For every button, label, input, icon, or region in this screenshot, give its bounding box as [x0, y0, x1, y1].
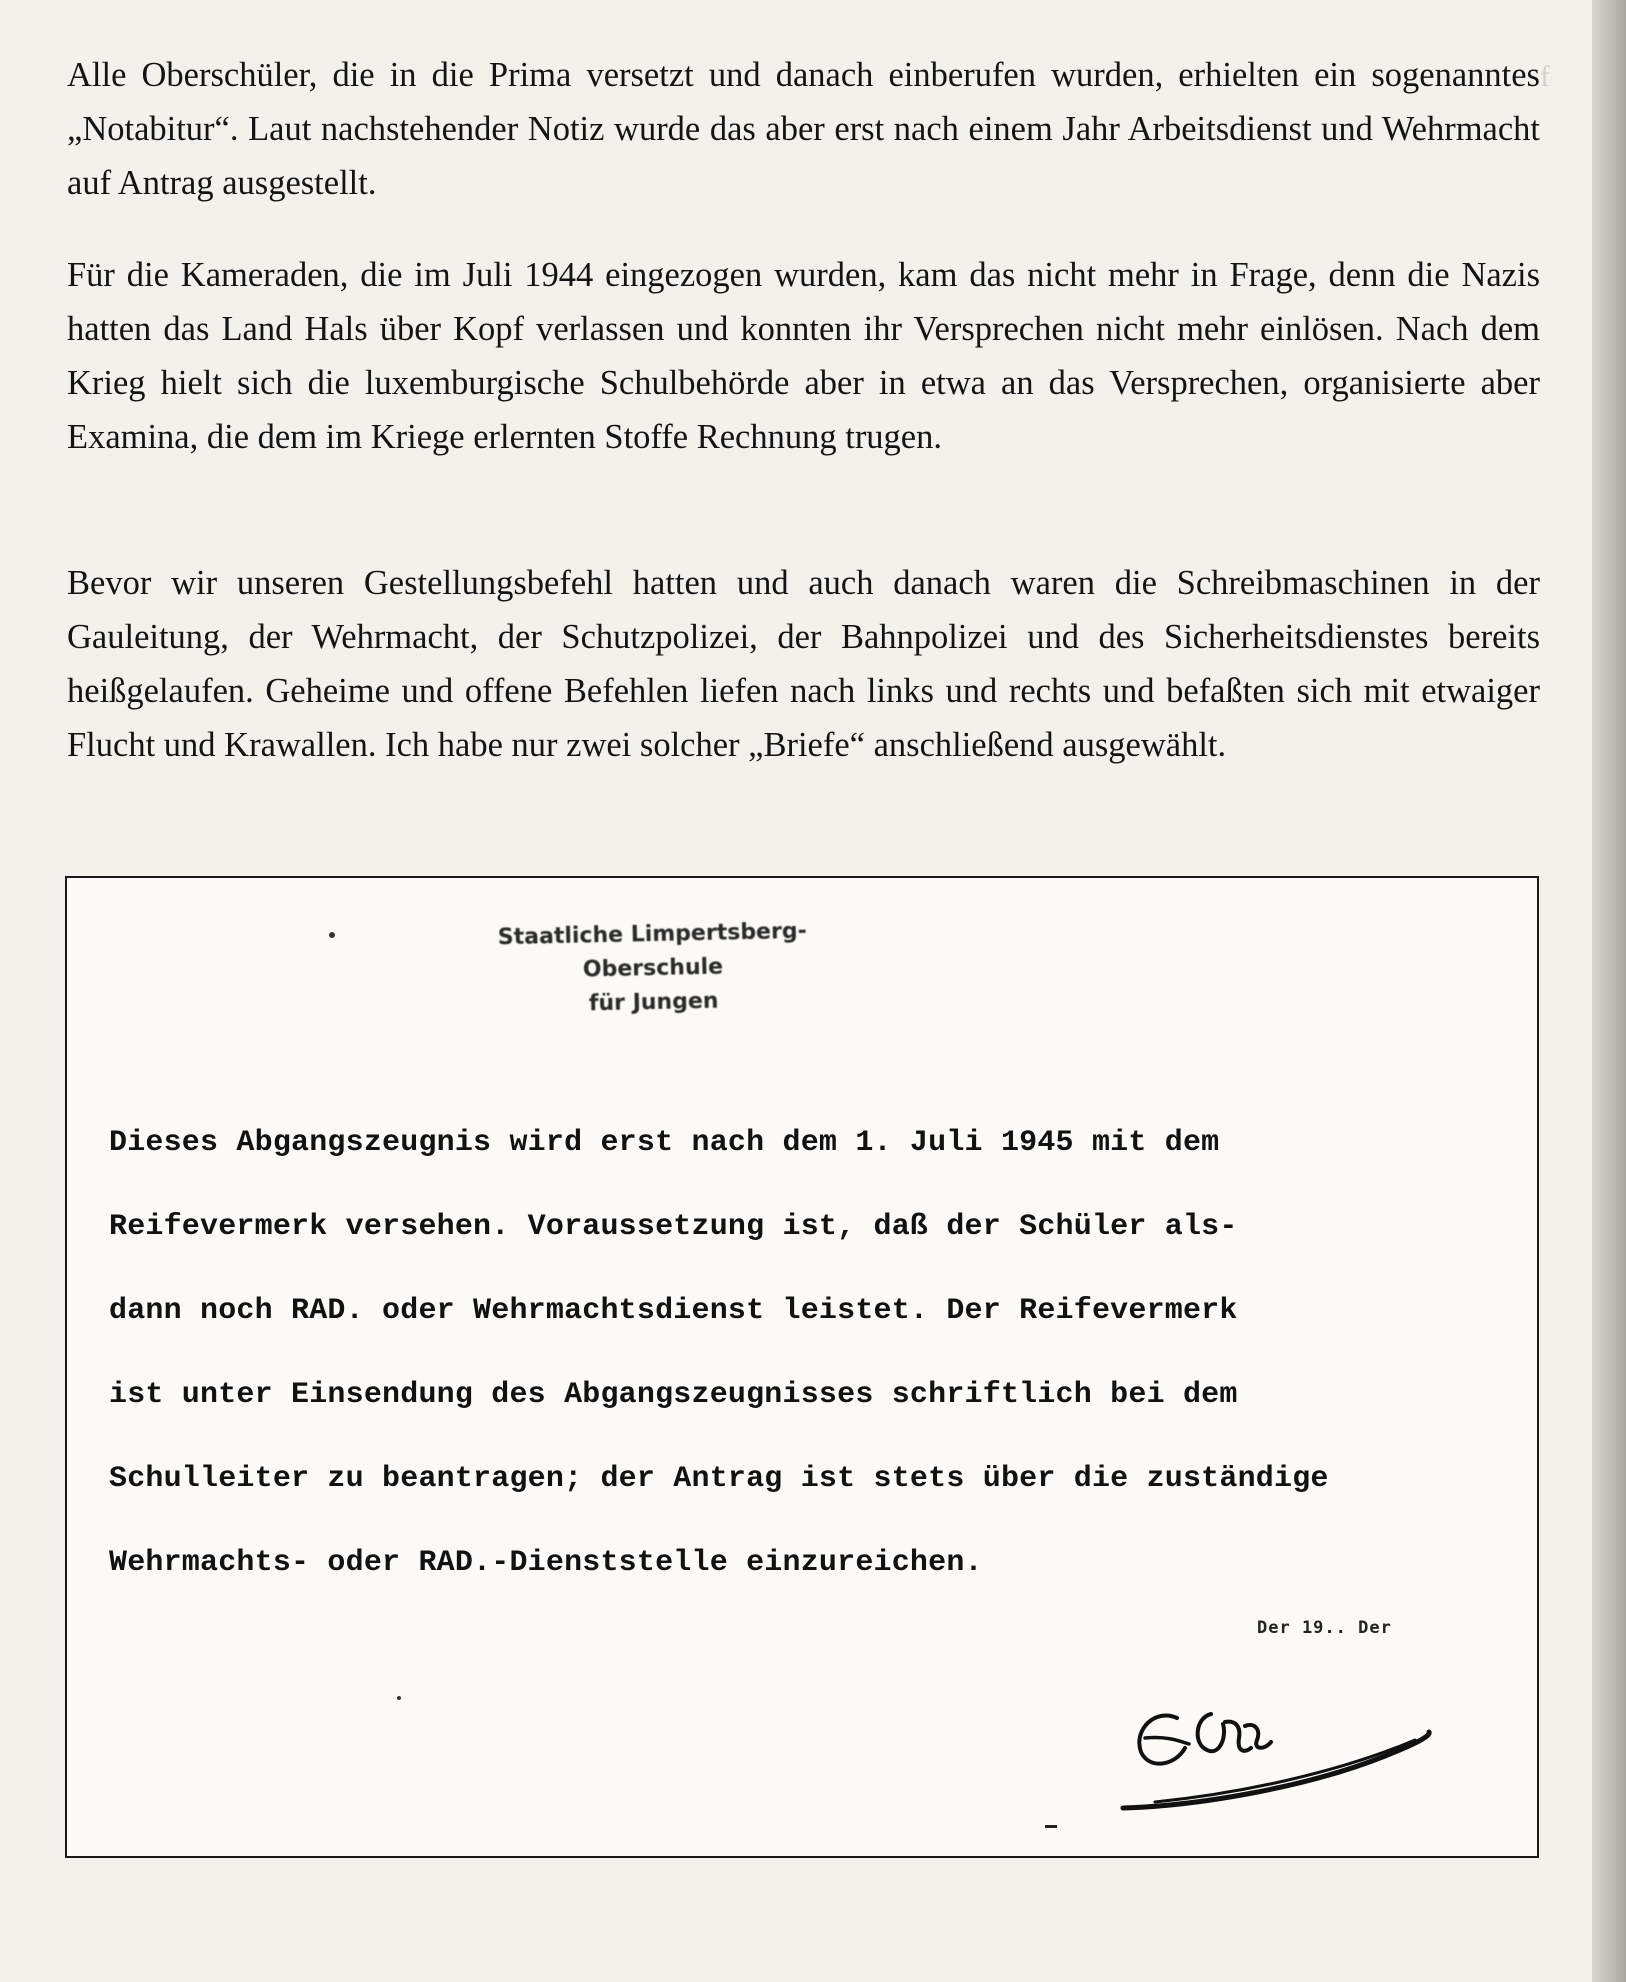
signature-dash: [1045, 1825, 1057, 1828]
dust-speck: [329, 932, 335, 938]
typed-line: Reifevermerk versehen. Voraussetzung ist, daß der Schüler als-: [109, 1210, 1238, 1244]
typed-line: Schulleiter zu beantragen; der Antrag ist stets über die zuständige: [109, 1462, 1329, 1496]
handwritten-signature: [1115, 1678, 1455, 1818]
dateline: Der 19.. Der: [1257, 1618, 1392, 1638]
bleed-through-top: f: [1540, 60, 1550, 93]
paragraph-kameraden: Für die Kameraden, die im Juli 1944 eingezogen wurden, kam das nicht mehr in Frage, denn die Nazis hatten das Land Hals über Kopf verlassen und konnten ihr Versprechen nicht mehr einlösen. Nach dem Krieg hielt sich die luxemburgische Schulbehörde aber in etwa an das Versprechen, organisierte aber Examina, die dem im Kriege erlernten Stoffe Rechnung trugen.: [67, 256, 1540, 456]
typed-line: Wehrmachts- oder RAD.-Dienststelle einzureichen.: [109, 1546, 983, 1580]
facsimile-document: [65, 876, 1539, 1858]
stamp-line-1: Staatliche Limpertsberg-Oberschule: [497, 918, 807, 983]
paragraph-notabitur: Alle Oberschüler, die in die Prima versetzt und danach einberufen wurden, erhielten ein sogenanntes „Notabitur“. Laut nachstehender Notiz wurde das aber erst nach einem Jahr Arbeitsdienst und Wehrmacht auf Antrag ausgestellt.: [67, 56, 1540, 202]
typed-line: Dieses Abgangszeugnis wird erst nach dem 1. Juli 1945 mit dem: [109, 1126, 1220, 1160]
typed-line: dann noch RAD. oder Wehrmachtsdienst leistet. Der Reifevermerk: [109, 1294, 1238, 1328]
dust-speck: [397, 1696, 401, 1700]
page-edge-shadow: [1592, 0, 1626, 1982]
stamp-line-2: für Jungen: [588, 988, 719, 1017]
school-stamp: [452, 914, 854, 1024]
typed-line: ist unter Einsendung des Abgangszeugnisses schriftlich bei dem: [109, 1378, 1238, 1412]
paragraph-schreibmaschinen: Bevor wir unseren Gestellungsbefehl hatten und auch danach waren die Schreibmaschinen in der Gauleitung, der Wehrmacht, der Schutzpolizei, der Bahnpolizei und des Sicherheitsdienstes bereits heißgelaufen. Geheime und offene Befehlen liefen nach links und rechts und befaßten sich mit etwaiger Flucht und Krawallen. Ich habe nur zwei solcher „Briefe“ anschließend ausgewählt.: [67, 564, 1540, 764]
bleed-through-line: [1217, 1588, 1225, 1624]
